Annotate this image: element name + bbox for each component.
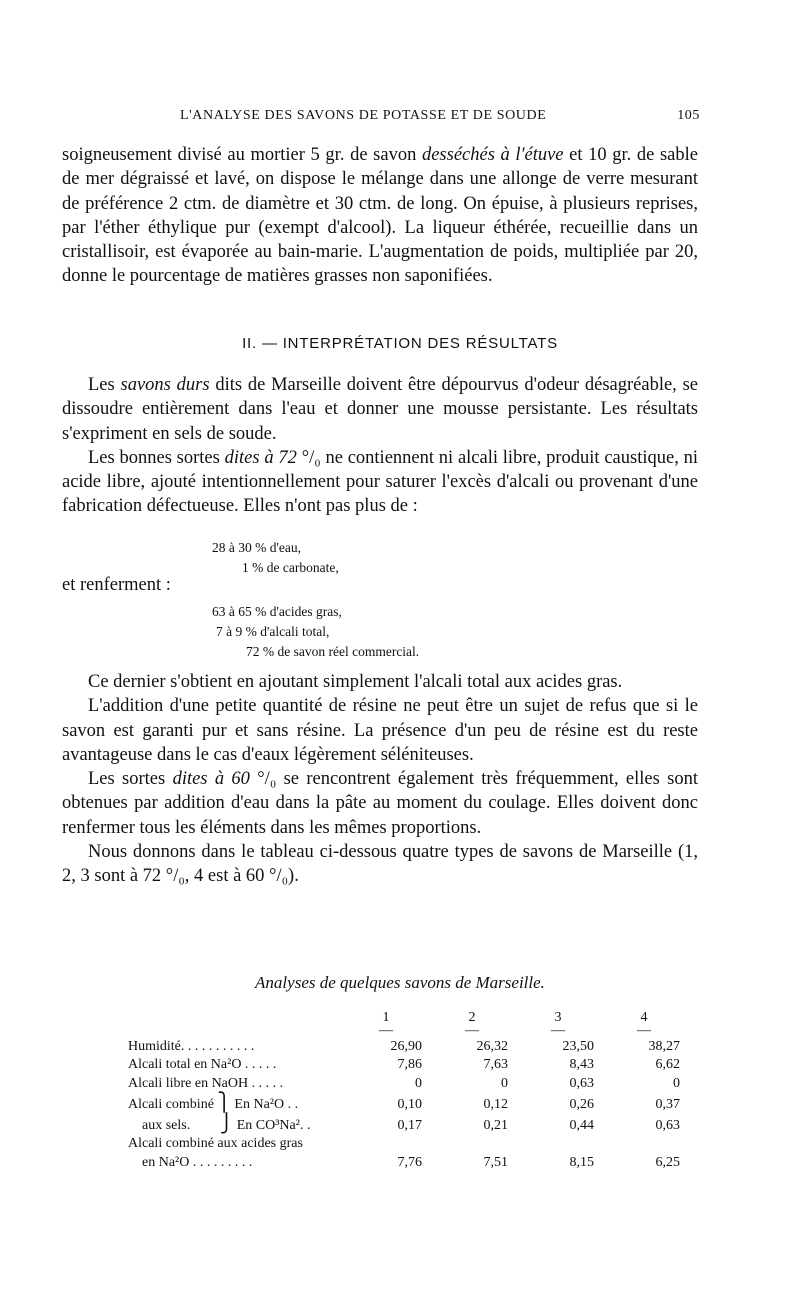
analysis-table [128, 1010, 694, 1171]
table-caption: Analyses de quelques savons de Marseille. [255, 973, 545, 992]
table-row [128, 1055, 694, 1074]
paragraph-resine: L'addition d'une petite quantité de résine ne peut être un sujet de refus que si le savon est garanti pur et sans résine. La présence d'un peu de résine est du reste avantageuse dans le cas d'eaux légèrement séléniteuses. [62, 696, 698, 765]
table-cell: 0,21 [483, 1117, 508, 1133]
table-cell: 8,15 [569, 1154, 594, 1170]
paragraph-savons-durs [62, 373, 698, 446]
table-row [128, 1073, 694, 1092]
dash: — [637, 1023, 651, 1038]
table-cell: 0 [415, 1075, 422, 1091]
row-label: Alcali combiné aux acides gras [128, 1136, 303, 1151]
table-cell: 26,90 [390, 1038, 422, 1054]
table-cell: 6,25 [655, 1154, 680, 1170]
header-empty [128, 1010, 350, 1036]
list-max-item-1: 28 à 30 % d'eau, [212, 540, 302, 555]
table-header-row [128, 1010, 694, 1036]
row-label-sub: En Na²O . . [234, 1096, 299, 1112]
table-row [128, 1113, 694, 1134]
table-cell: 0,37 [655, 1096, 680, 1112]
column-number: 1 [382, 1010, 390, 1025]
text: °/₀ ne contiennent ni alcali libre, produit caustique, ni acide libre, ajouté intentionnellement pour saturer l'excès d'alcali ou provenant d'une fabrication défectueuse. Elles n'ont pas plus de : [62, 447, 698, 517]
paragraph-sortes-60 [62, 767, 698, 840]
brace-top: ⎫ [217, 1091, 231, 1112]
table-cell: 7,76 [397, 1154, 422, 1170]
intro-italic: desséchés à l'étuve [421, 145, 564, 165]
table-cell: 0,12 [483, 1096, 508, 1112]
table-cell: 0,44 [569, 1117, 594, 1133]
row-label: Humidité. . . . . . . . . . . [128, 1038, 255, 1054]
paragraphs-block-2 [62, 670, 698, 889]
table-cell: 7,51 [483, 1154, 508, 1170]
table-cell: 0,63 [655, 1117, 680, 1133]
table-cell: 0,26 [569, 1096, 594, 1112]
dash: — [551, 1023, 565, 1038]
table-cell: 0,10 [397, 1096, 422, 1112]
table-row [128, 1036, 694, 1055]
column-header-1 [350, 1010, 436, 1036]
intro-text-1: soigneusement divisé au mortier 5 gr. de savon [62, 145, 422, 165]
renferment-label: et renferment : [62, 575, 171, 595]
text: Les sortes [88, 769, 173, 790]
column-number: 2 [468, 1010, 476, 1025]
text: dits de Marseille doivent être dépourvus d'odeur désagréable, se dissoudre entièrement dans l'eau et donner une mousse persistante. Les résultats s'expriment en sels de soude. [62, 375, 698, 444]
text: Les bonnes sortes [88, 447, 225, 468]
row-label [128, 1113, 350, 1134]
paragraphs-block-1 [62, 373, 698, 519]
column-number: 4 [640, 1010, 648, 1025]
table-cell: 7,86 [397, 1057, 422, 1072]
list-max-item-2: 1 % de carbonate, [242, 560, 339, 575]
paragraph-ce-dernier: Ce dernier s'obtient en ajoutant simplement l'alcali total aux acides gras. [88, 672, 623, 692]
text: Les [88, 375, 121, 395]
list-contains-item-1: 63 à 65 % d'acides gras, [212, 604, 342, 619]
column-header-4 [608, 1010, 694, 1036]
paragraph-bonnes-sortes [62, 446, 698, 519]
column-header-3 [522, 1010, 608, 1036]
intro-text-2: et 10 gr. de sable de mer dégraissé et lavé, on dispose le mélange dans une allonge de verre mesurant de préférence 2 ctm. de diamètre et 30 ctm. de long. On épuise, à plusieurs reprises, par l'éther éthylique pur (exempt d'alcool). La liqueur éthérée, recueillie dans un cristallisoir, est évaporée au bain-marie. L'augmentation de poids, multipliée par 20, donne le pourcentage de matières grasses non saponifiées. [62, 145, 698, 287]
italic-text: dites à 60 [172, 769, 250, 790]
table-cell: 26,32 [476, 1038, 508, 1054]
row-label-main: aux sels. [142, 1117, 191, 1133]
brace-bottom: ⎭ [219, 1112, 234, 1133]
italic-text: savons durs [120, 375, 210, 395]
row-label-sub: En CO³Na². . [236, 1117, 311, 1133]
table-row [128, 1092, 694, 1113]
table-cell: 6,62 [655, 1057, 680, 1072]
table-cell: 7,63 [483, 1057, 508, 1072]
row-label: Alcali total en Na²O . . . . . [128, 1057, 277, 1072]
dash: — [379, 1023, 393, 1038]
list-contains-item-2: 7 à 9 % d'alcali total, [216, 624, 330, 639]
table-row [128, 1152, 694, 1171]
table-row [128, 1134, 694, 1153]
row-label [128, 1092, 350, 1113]
intro-paragraph [62, 143, 698, 289]
table-cell: 0,17 [397, 1117, 422, 1133]
column-header-2 [436, 1010, 522, 1036]
page-number: 105 [677, 108, 700, 123]
row-label-main: en Na²O . . . . . . . . . [142, 1154, 253, 1170]
table-cell: 8,43 [569, 1057, 594, 1072]
row-label-main: Alcali combiné [128, 1096, 214, 1112]
table-cell: 38,27 [648, 1038, 680, 1054]
running-title: L'ANALYSE DES SAVONS DE POTASSE ET DE SOUDE [180, 108, 547, 123]
table-cell: 23,50 [562, 1038, 594, 1054]
row-label [128, 1152, 350, 1171]
section-heading: II. — INTERPRÉTATION DES RÉSULTATS [242, 335, 558, 352]
row-label: Alcali libre en NaOH . . . . . [128, 1075, 284, 1091]
paragraph-tableau: Nous donnons dans le tableau ci-dessous quatre types de savons de Marseille (1, 2, 3 sont à 72 °/₀, 4 est à 60 °/₀). [62, 842, 698, 887]
text: °/₀ se rencontrent également très fréquemment, elles sont obtenues par addition d'eau dans la pâte au moment du coulage. Elles doivent donc renfermer tous les éléments dans les mêmes proportions. [62, 769, 698, 838]
table-cell: 0 [673, 1075, 680, 1091]
italic-text: dites à 72 [224, 447, 297, 468]
table-cell: 0 [501, 1075, 508, 1091]
list-contains-item-3: 72 % de savon réel commercial. [246, 644, 420, 659]
dash: — [465, 1023, 479, 1038]
table-cell: 0,63 [569, 1075, 594, 1091]
column-number: 3 [554, 1010, 562, 1025]
